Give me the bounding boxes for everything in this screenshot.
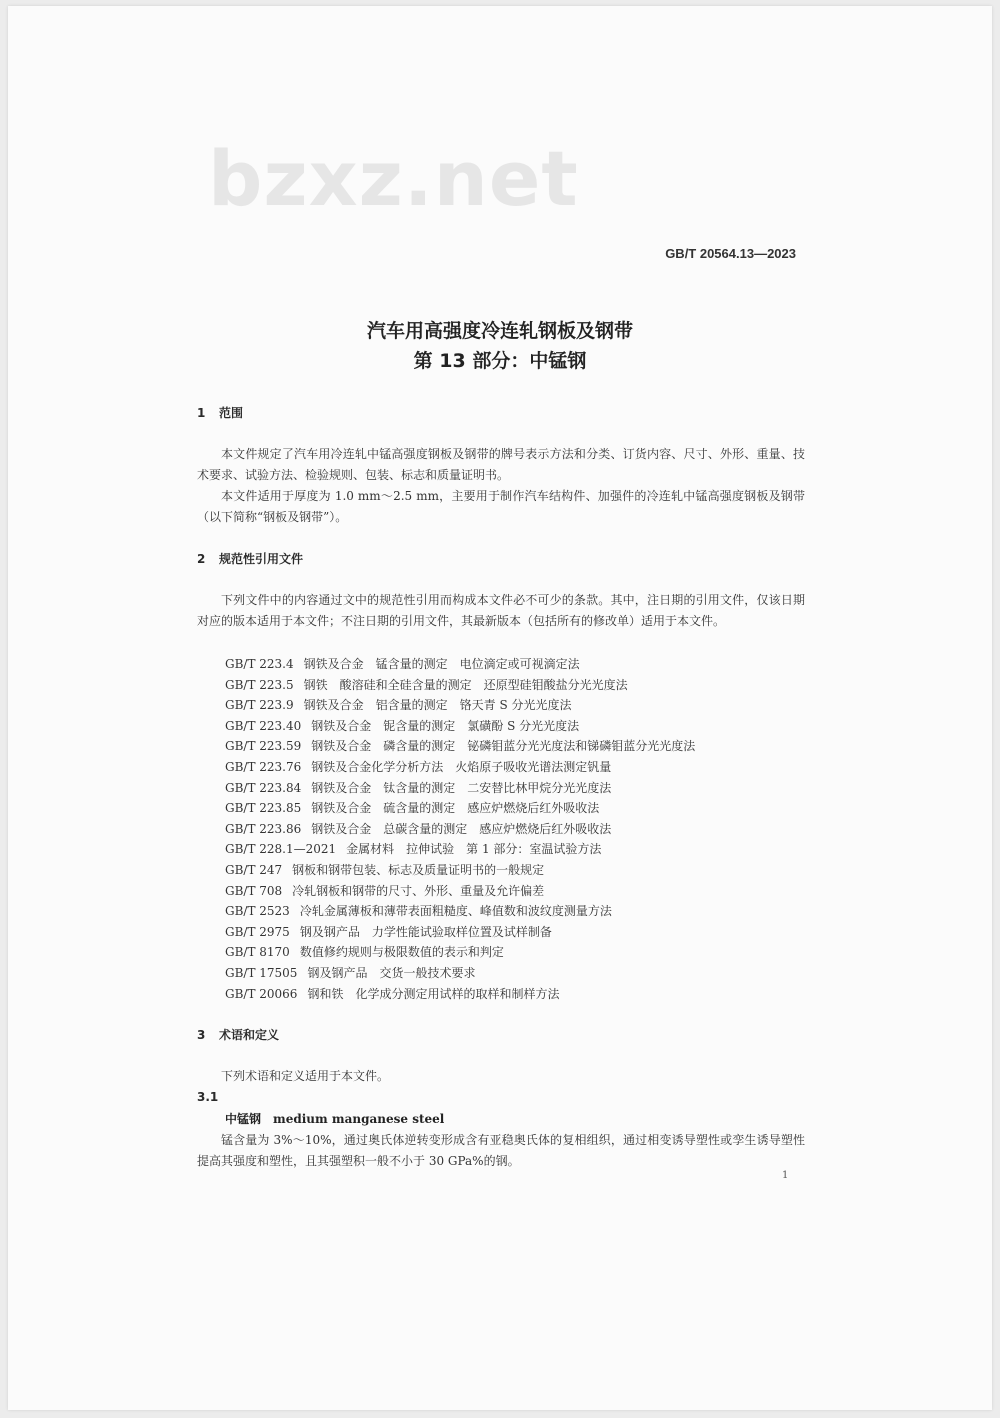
reference-code: GB/T 223.9 — [225, 698, 294, 713]
reference-title: 钢板和钢带包装、标志及质量证明书的一般规定 — [292, 862, 545, 877]
watermark: bzxz.net — [208, 134, 579, 223]
reference-item — [225, 757, 825, 778]
normative-reference-list — [225, 654, 825, 1004]
reference-item — [225, 736, 825, 757]
reference-item — [225, 716, 825, 737]
reference-code: GB/T 223.5 — [225, 677, 294, 692]
section-number: 1 — [197, 406, 206, 420]
reference-code: GB/T 223.76 — [225, 759, 302, 774]
reference-code: GB/T 247 — [225, 862, 283, 877]
reference-title: 数值修约规则与极限数值的表示和判定 — [299, 945, 504, 960]
reference-title: 冷轧金属薄板和薄带表面粗糙度、峰值数和波纹度测量方法 — [299, 904, 612, 919]
reference-code: GB/T 223.4 — [225, 657, 294, 671]
reference-title: 钢铁及合金 锰含量的测定 电位滴定或可视滴定法 — [303, 657, 580, 671]
document-subtitle: 第 13 部分：中锰钢 — [413, 350, 587, 372]
reference-item — [225, 819, 825, 840]
reference-code: GB/T 17505 — [225, 965, 298, 980]
term-definition: 锰含量为 3%～10%，通过奥氏体逆转变形成含有亚稳奥氏体的复相组织，通过相变诱导塑性或孪生诱导塑性提高其强度和塑性，且其强塑积一般不小于 30 GPa%的钢。 — [197, 1133, 805, 1168]
reference-title: 钢铁及合金 钛含量的测定 二安替比林甲烷分光光度法 — [311, 780, 612, 795]
reference-title: 钢铁及合金 总碳含量的测定 感应炉燃烧后红外吸收法 — [311, 821, 612, 836]
section-2-heading — [197, 550, 303, 567]
reference-code: GB/T 223.59 — [225, 739, 302, 754]
section-1-paragraph-1: 本文件规定了汽车用冷连轧中锰高强度钢板及钢带的牌号表示方法和分类、订货内容、尺寸、外形、重量、技术要求、试验方法、检验规则、包装、标志和质量证明书。 — [197, 447, 805, 482]
reference-title: 钢铁及合金 磷含量的测定 铋磷钼蓝分光光度法和锑磷钼蓝分光光度法 — [311, 739, 696, 754]
reference-item — [225, 942, 825, 963]
section-3-intro: 下列术语和定义适用于本文件。 — [221, 1069, 390, 1083]
reference-code: GB/T 708 — [225, 883, 283, 898]
reference-code: GB/T 8170 — [225, 945, 290, 960]
reference-code: GB/T 20066 — [225, 986, 298, 1001]
reference-code: GB/T 223.86 — [225, 821, 302, 836]
term-entry — [225, 1110, 444, 1127]
document-page — [8, 6, 992, 1410]
section-title: 规范性引用文件 — [219, 552, 304, 566]
reference-item — [225, 839, 825, 860]
reference-item — [225, 963, 825, 984]
reference-item — [225, 901, 825, 922]
reference-code: GB/T 2523 — [225, 904, 290, 919]
reference-title: 钢铁及合金 硫含量的测定 感应炉燃烧后红外吸收法 — [311, 801, 600, 816]
section-2-intro: 下列文件中的内容通过文中的规范性引用而构成本文件必不可少的条款。其中，注日期的引用文件，仅该日期对应的版本适用于本文件；不注日期的引用文件，其最新版本（包括所有的修改单）适用于本文件。 — [197, 593, 805, 628]
section-3-heading — [197, 1026, 279, 1043]
section-1-heading — [197, 404, 243, 421]
reference-item — [225, 695, 825, 716]
reference-item — [225, 922, 825, 943]
reference-title: 钢铁及合金化学分析方法 火焰原子吸收光谱法测定钒量 — [311, 759, 612, 774]
reference-code: GB/T 2975 — [225, 924, 290, 939]
document-title: 汽车用高强度冷连轧钢板及钢带 — [366, 320, 633, 342]
reference-item — [225, 654, 825, 675]
reference-item — [225, 984, 825, 1005]
document-number: GB/T 20564.13—2023 — [665, 246, 796, 261]
section-number: 3 — [197, 1028, 206, 1042]
section-title: 范围 — [219, 406, 244, 420]
reference-title: 钢及钢产品 力学性能试验取样位置及试样制备 — [299, 924, 552, 939]
reference-title: 钢铁及合金 铌含量的测定 氯磺酚 S 分光光度法 — [311, 718, 580, 733]
reference-item — [225, 860, 825, 881]
term-number: 3.1 — [197, 1090, 219, 1104]
reference-title: 钢铁及合金 铝含量的测定 铬天青 S 分光光度法 — [303, 698, 572, 713]
page-number: 1 — [782, 1170, 789, 1181]
term-chinese: 中锰钢 — [225, 1112, 262, 1126]
reference-title: 冷轧钢板和钢带的尺寸、外形、重量及允许偏差 — [292, 883, 545, 898]
reference-item — [225, 881, 825, 902]
reference-code: GB/T 223.40 — [225, 718, 302, 733]
reference-code: GB/T 223.85 — [225, 801, 302, 816]
term-english: medium manganese steel — [273, 1112, 445, 1126]
reference-code: GB/T 228.1—2021 — [225, 842, 337, 857]
reference-title: 钢及钢产品 交货一般技术要求 — [307, 965, 476, 980]
section-1-paragraph-2: 本文件适用于厚度为 1.0 mm～2.5 mm，主要用于制作汽车结构件、加强件的冷连轧中锰高强度钢板及钢带（以下简称“钢板及钢带”）。 — [197, 489, 805, 524]
reference-item — [225, 675, 825, 696]
reference-item — [225, 798, 825, 819]
reference-code: GB/T 223.84 — [225, 780, 302, 795]
section-number: 2 — [197, 552, 206, 566]
reference-item — [225, 778, 825, 799]
reference-title: 钢和铁 化学成分测定用试样的取样和制样方法 — [307, 986, 560, 1001]
section-title: 术语和定义 — [219, 1028, 280, 1042]
reference-title: 钢铁 酸溶硅和全硅含量的测定 还原型硅钼酸盐分光光度法 — [303, 677, 628, 692]
reference-title: 金属材料 拉伸试验 第 1 部分：室温试验方法 — [346, 842, 602, 857]
